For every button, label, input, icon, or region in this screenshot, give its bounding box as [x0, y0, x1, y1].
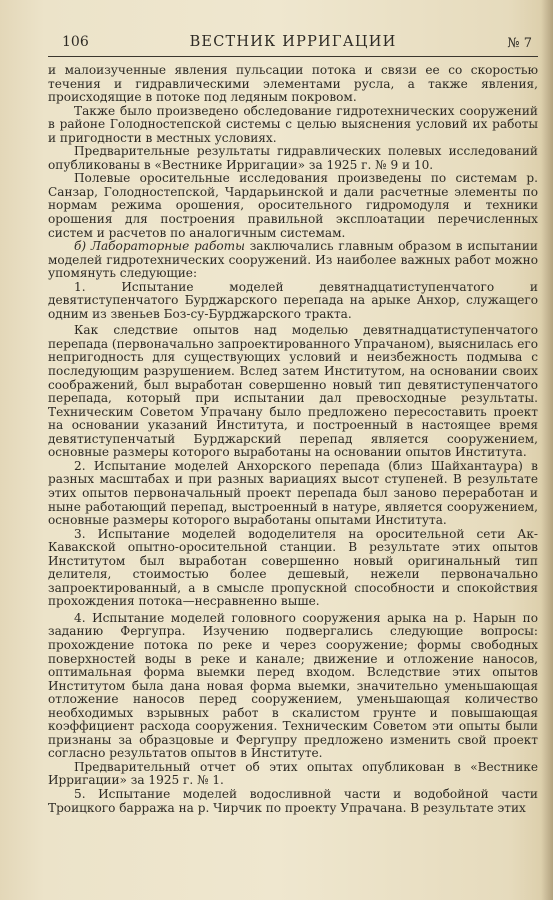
section-subheading: б) Лабораторные работы [74, 239, 245, 254]
paragraph: Предварительный отчет об этих опытах опубликован в «Вестнике Ирригации» за 1925 г. № 1. [48, 759, 538, 788]
list-item: 3. Испытание моделей вододелителя на оросительной сети Ак-Кавакской опытно-оросительной станции. В результате этих опытов Институтом был выработан совершенно новый оригинальный тип делителя, стоимостью более дешевый, нежели первоначально запроектированный, а в смысле пропускной способности и спокойствия прохождения потока—несравненно выше. [48, 526, 538, 609]
paragraph: Полевые оросительные исследования произведены по системам р. Санзар, Голодностепской, Чардарьинской и дали расчетные элементы по нормам режима орошения, оросительного гидромодуля и техники орошения для построения правильной эксплоатации перечисленных систем и расчетов по аналогичным системам. [48, 171, 538, 240]
page-edge-shadow [541, 0, 553, 900]
issue-number: № 7 [507, 36, 532, 51]
list-item: 5. Испытание моделей водосливной части и водобойной части Троицкого барража на р. Чирчик по проекту Упрачана. В результате этих [48, 786, 538, 815]
paragraph: и малоизученные явления пульсации потока и связи ее со скоростью течения и гидравлическими элементами русла, а также явления, происходящие в потоке под ледяным покровом. [48, 63, 538, 105]
paragraph: Как следствие опытов над моделью девятнадцатиступенчатого перепада (первоначально запроектированного Упрачаном), выяснилась его непригодность для существующих условий и неизбежность подмыва с последующим разрушением. Вслед затем Институтом, на основании своих соображений, был выработан совершенно новый тип девятиступенчатого перепада, который при испытании дал превосходные результаты. Техническим Советом Упрачану было предложено пересоставить проект на основании указаний Института, и построенный в настоящее время девятиступенчатый Бурджарский перепад является сооружением, основные размеры которого выработаны на основании опытов Института. [48, 323, 538, 460]
page-number: 106 [62, 34, 89, 50]
paragraph-laboratory-works [48, 240, 538, 281]
running-header [48, 34, 538, 57]
list-item: 1. Испытание моделей девятнадцатиступенчатого и девятиступенчатого Бурджарского перепада на арыке Анхор, служащего одним из звеньев Боз-су-Бурджарского тракта. [48, 279, 538, 321]
paragraph: Предварительные результаты гидравлических полевых исследований опубликованы в «Вестнике Ирригации» за 1925 г. № 9 и 10. [48, 144, 538, 172]
paragraph-text: заключались главным образом в испытании моделей гидротехнических сооружений. Из наиболее важных работ можно упомянуть следующие: [48, 239, 538, 281]
list-item: 2. Испытание моделей Анхорского перепада (близ Шайхантаура) в разных масштабах и при разных вариациях высот ступеней. В результате этих опытов первоначальный проект перепада был заново переработан и ныне работающий перепад, выстроенный в натуре, является сооружением, основные размеры которого выработаны опытами Института. [48, 458, 538, 528]
paragraph: Также было произведено обследование гидротехнических сооружений в районе Голодностепской системы с целью выяснения условий их работы и пригодности в местных условиях. [48, 103, 538, 145]
list-item: 4. Испытание моделей головного сооружения арыка на р. Нарын по заданию Фергупра. Изучению подвергались следующие вопросы: прохождение потока по реке и через сооружение; формы свободных поверхностей воды в реке и канале; движение и отложение наносов, оптимальная форма выемки перед входом. Вследствие этих опытов Институтом была дана новая форма выемки, значительно уменьшающая отложение наносов перед сооружением, уменьшающая количество необходимых взрывных работ в скалистом грунте и повышающая коэффициент расхода сооружения. Техническим Советом эти опыты были признаны за образцовые и Фергупру предложено изменить свой проект согласно результатов опытов в Институте. [48, 610, 538, 761]
journal-title: ВЕСТНИК ИРРИГАЦИИ [189, 34, 397, 50]
body-text [48, 64, 538, 815]
